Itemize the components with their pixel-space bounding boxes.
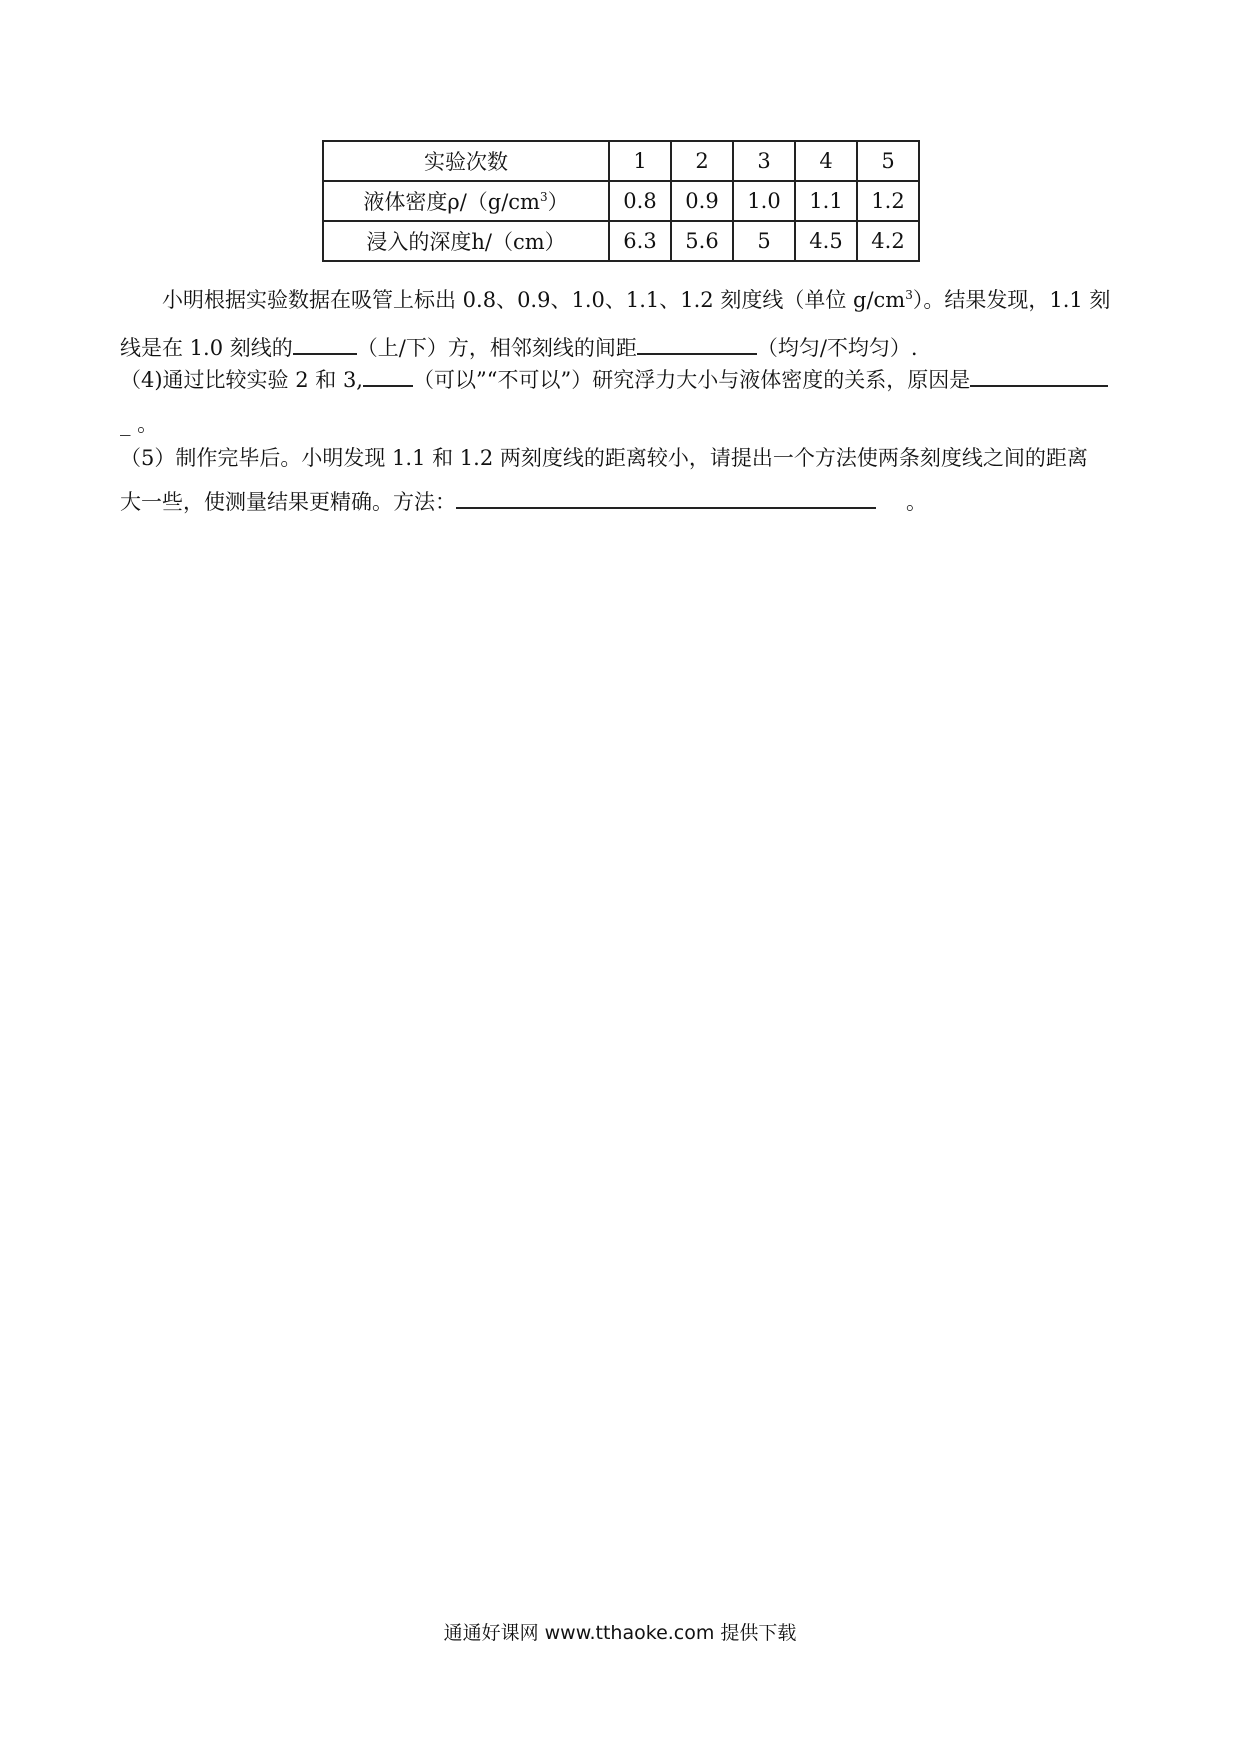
row-header-tail: ） (547, 190, 569, 214)
table-cell: 1 (609, 141, 671, 181)
answer-blank-can[interactable] (363, 363, 413, 387)
table-cell: 1.1 (795, 181, 857, 221)
superscript: 3 (905, 288, 913, 302)
table-cell: 6.3 (609, 221, 671, 261)
text-line: （5）制作完毕后。小明发现 1.1 和 1.2 两刻度线的距离较小，请提出一个方法使两条刻度线之间的距离 (120, 446, 1088, 470)
table-cell: 4.2 (857, 221, 919, 261)
row-header: 浸入的深度h/（cm） (323, 221, 609, 261)
answer-blank-method[interactable] (456, 485, 876, 509)
paragraph-question-4 (120, 362, 1120, 442)
paragraph-question-5 (120, 440, 1120, 520)
paragraph-result (120, 282, 1120, 366)
row-header-text: 液体密度ρ/（g/cm (363, 190, 540, 214)
text-line: 线是在 1.0 刻线的 （上/下）方，相邻刻线的间距 （均匀/不均匀）. (120, 330, 1120, 366)
table-cell: 3 (733, 141, 795, 181)
superscript: 3 (539, 190, 548, 204)
table-cell: 5 (733, 221, 795, 261)
table-cell: 0.9 (671, 181, 733, 221)
table-cell: 0.8 (609, 181, 671, 221)
table-cell: 1.0 (733, 181, 795, 221)
table-row (323, 221, 919, 261)
text-line: 大一些，使测量结果更精确。方法： 。 (120, 484, 1120, 520)
text-line: _ 。 (120, 412, 159, 436)
table-row (323, 141, 919, 181)
table-row (323, 181, 919, 221)
table-cell: 5 (857, 141, 919, 181)
answer-blank-spacing[interactable] (637, 331, 757, 355)
row-header (323, 181, 609, 221)
table-cell: 2 (671, 141, 733, 181)
answer-blank-reason[interactable] (970, 363, 1108, 387)
footer-credit: 通通好课网 www.tthaoke.com 提供下载 (443, 1622, 797, 1644)
table-cell: 1.2 (857, 181, 919, 221)
answer-blank-direction[interactable] (293, 331, 357, 355)
text-line: （4)通过比较实验 2 和 3, （可以”“不可以”）研究浮力大小与液体密度的关系，原因是 (120, 362, 1120, 398)
experiment-data-table (322, 140, 920, 262)
row-header: 实验次数 (323, 141, 609, 181)
text-line: 小明根据实验数据在吸管上标出 0.8、0.9、1.0、1.1、1.2 刻度线（单位 $g/cm^3$）。结果发现，1.1 刻 (162, 288, 1111, 312)
table-cell: 5.6 (671, 221, 733, 261)
table-cell: 4 (795, 141, 857, 181)
table-cell: 4.5 (795, 221, 857, 261)
